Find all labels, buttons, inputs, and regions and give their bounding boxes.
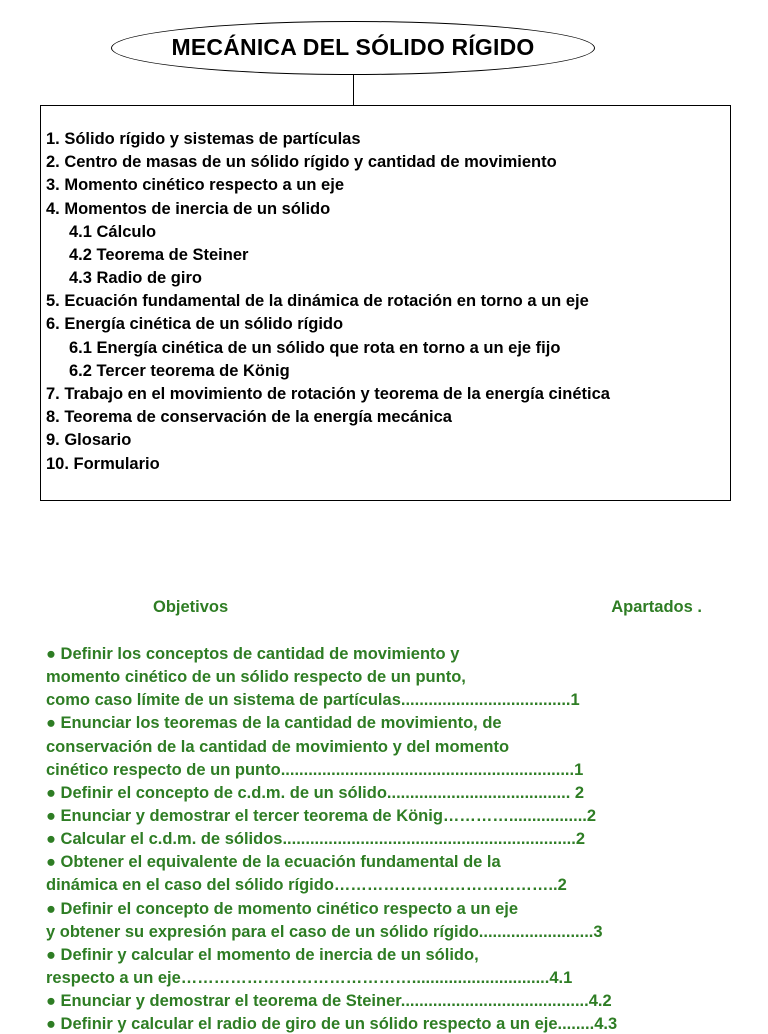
objective-line: como caso límite de un sistema de partículas.....................................1 bbox=[46, 691, 580, 709]
objective-line: ● Enunciar y demostrar el tercer teorema de König………….................2 bbox=[46, 807, 597, 825]
toc-item: 3. Momento cinético respecto a un eje bbox=[46, 176, 344, 194]
objective-line: dinámica en el caso del sólido rígido…………………………………..2 bbox=[46, 876, 567, 894]
toc-item: 7. Trabajo en el movimiento de rotación y teorema de la energía cinética bbox=[46, 385, 610, 403]
objective-line: ● Definir y calcular el radio de giro de un sólido respecto a un eje........4.3 bbox=[46, 1015, 618, 1033]
connector-line bbox=[353, 75, 354, 105]
objectives-header-right: Apartados . bbox=[611, 598, 702, 616]
toc-subitem: 4.2 Teorema de Steiner bbox=[69, 246, 249, 264]
toc-item: 6. Energía cinética de un sólido rígido bbox=[46, 315, 344, 333]
toc-item: 8. Teorema de conservación de la energía mecánica bbox=[46, 408, 452, 426]
objectives-header bbox=[57, 598, 702, 622]
objective-line: conservación de la cantidad de movimiento y del momento bbox=[46, 738, 510, 756]
toc-subitem: 4.1 Cálculo bbox=[69, 223, 157, 241]
objective-line: momento cinético de un sólido respecto de un punto, bbox=[46, 668, 466, 686]
objective-line: ● Obtener el equivalente de la ecuación fundamental de la bbox=[46, 853, 501, 871]
objective-line: ● Definir el concepto de c.d.m. de un sólido........................................ 2 bbox=[46, 784, 585, 802]
objective-line: ● Definir y calcular el momento de inercia de un sólido, bbox=[46, 946, 479, 964]
toc-subitem: 6.2 Tercer teorema de König bbox=[69, 362, 290, 380]
objective-line: ● Calcular el c.d.m. de sólidos................................................................2 bbox=[46, 830, 586, 848]
toc-item: 10. Formulario bbox=[46, 455, 160, 473]
toc-item: 2. Centro de masas de un sólido rígido y cantidad de movimiento bbox=[46, 153, 557, 171]
objectives-header-left: Objetivos bbox=[153, 598, 229, 616]
objective-line: ● Enunciar y demostrar el teorema de Steiner.........................................4.2 bbox=[46, 992, 612, 1010]
objective-line: respecto a un eje……………………………………..............................4.1 bbox=[46, 969, 573, 987]
toc-item: 9. Glosario bbox=[46, 431, 132, 449]
objective-line: ● Definir el concepto de momento cinético respecto a un eje bbox=[46, 900, 519, 918]
title-oval bbox=[111, 21, 595, 75]
objective-line: y obtener su expresión para el caso de un sólido rígido.........................3 bbox=[46, 923, 603, 941]
objective-line: ● Definir los conceptos de cantidad de movimiento y bbox=[46, 645, 460, 663]
page-title: MECÁNICA DEL SÓLIDO RÍGIDO bbox=[171, 33, 535, 60]
objective-line: ● Enunciar los teoremas de la cantidad de movimiento, de bbox=[46, 714, 502, 732]
objective-line: cinético respecto de un punto................................................................1 bbox=[46, 761, 584, 779]
toc-item: 5. Ecuación fundamental de la dinámica de rotación en torno a un eje bbox=[46, 292, 589, 310]
toc-subitem: 6.1 Energía cinética de un sólido que rota en torno a un eje fijo bbox=[69, 339, 561, 357]
toc-item: 1. Sólido rígido y sistemas de partículas bbox=[46, 130, 361, 148]
toc-item: 4. Momentos de inercia de un sólido bbox=[46, 200, 331, 218]
toc-subitem: 4.3 Radio de giro bbox=[69, 269, 202, 287]
